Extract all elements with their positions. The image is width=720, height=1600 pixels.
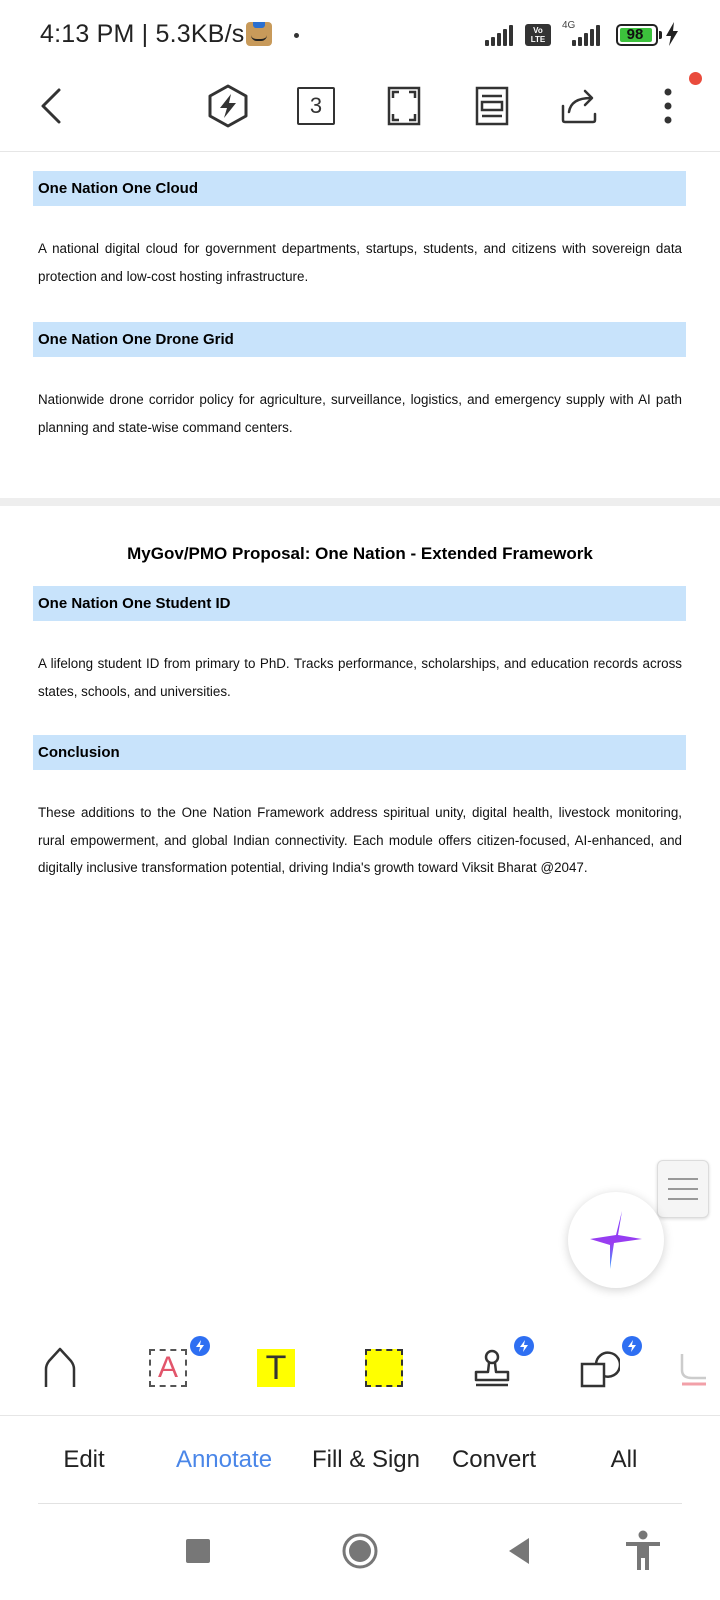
more-icon[interactable] — [642, 80, 694, 132]
page-count-button[interactable] — [290, 80, 342, 132]
text-box-tool[interactable] — [246, 1338, 306, 1398]
reader-view-icon[interactable] — [466, 80, 518, 132]
page-count: 3 — [297, 87, 335, 125]
stamp-tool[interactable] — [462, 1338, 522, 1398]
system-navigation-bar — [0, 1504, 720, 1600]
premium-badge-icon — [514, 1336, 534, 1356]
volte-icon: Vo LTE — [525, 24, 551, 46]
pdf-page — [0, 152, 720, 498]
ink-pen-icon[interactable] — [30, 1338, 90, 1398]
tab-edit[interactable]: Edit — [63, 1446, 105, 1473]
section-heading: One Nation One Drone Grid — [33, 322, 686, 357]
status-time: 4:13 PM | 5.3KB/s — [40, 20, 245, 48]
stamp-icon — [472, 1348, 512, 1388]
side-panel-handle[interactable] — [657, 1160, 709, 1218]
section-body: Nationwide drone corridor policy for agriculture, surveillance, logistics, and emergency supply with AI path planning and state-wise command centers. — [38, 392, 682, 435]
section-heading: Conclusion — [33, 735, 686, 770]
premium-badge-icon — [622, 1336, 642, 1356]
section-body: A lifelong student ID from primary to PhD. Tracks performance, scholarships, and education records across states, schools, and universities. — [38, 656, 682, 699]
back-nav-icon[interactable] — [494, 1526, 544, 1576]
section-heading: One Nation One Student ID — [33, 586, 686, 621]
battery-level: 98 — [626, 26, 644, 43]
tab-all[interactable]: All — [610, 1446, 638, 1473]
tab-annotate[interactable]: Annotate — [175, 1446, 273, 1473]
mode-tabs — [38, 1416, 682, 1504]
network-type: 4G — [562, 20, 576, 31]
section-heading: One Nation One Cloud — [33, 171, 686, 206]
ai-sparkle-icon — [588, 1209, 644, 1271]
pdf-page — [0, 506, 720, 1306]
text-box-letter: T — [257, 1349, 295, 1387]
pdf-document[interactable] — [0, 152, 720, 1306]
shapes-icon — [580, 1348, 620, 1388]
charging-icon — [665, 22, 679, 46]
premium-badge-icon — [190, 1336, 210, 1356]
ai-assistant-button[interactable] — [568, 1192, 664, 1288]
home-icon[interactable] — [335, 1526, 385, 1576]
section-body: These additions to the One Nation Framework address spiritual unity, digital health, livestock monitoring, rural empowerment, and global Indian connectivity. Each module offers citizen-focused, AI-enhanced, and digitally inclusive transformation potential, driving India's growth toward Viksit Bharat @2047. — [38, 805, 682, 875]
tab-fill-sign[interactable]: Fill & Sign — [311, 1446, 421, 1473]
accessibility-icon[interactable] — [618, 1526, 668, 1576]
more-notifications-dot — [294, 33, 299, 38]
text-annotation-letter: A — [149, 1349, 187, 1387]
battery-icon — [616, 24, 658, 46]
signal-strength-2-icon — [562, 24, 606, 46]
annotate-tools — [0, 1324, 720, 1416]
page-separator — [0, 498, 720, 506]
section-body: A national digital cloud for government departments, startups, students, and citizens with sovereign data protection and low-cost hosting infrastructure. — [38, 241, 682, 284]
shapes-tool[interactable] — [570, 1338, 630, 1398]
status-bar — [0, 0, 720, 70]
share-icon[interactable] — [554, 80, 606, 132]
amazon-notification-icon — [246, 22, 272, 46]
tab-convert[interactable]: Convert — [451, 1446, 537, 1473]
fullscreen-icon[interactable] — [378, 80, 430, 132]
signal-strength-icon — [485, 24, 517, 46]
document-title: MyGov/PMO Proposal: One Nation - Extended Framework — [127, 544, 593, 563]
underline-icon[interactable] — [676, 1338, 720, 1398]
back-icon[interactable] — [26, 80, 78, 132]
recent-apps-icon[interactable] — [173, 1526, 223, 1576]
lightning-hexagon-icon[interactable] — [202, 80, 254, 132]
top-toolbar — [0, 70, 720, 152]
text-annotation-tool[interactable] — [138, 1338, 198, 1398]
notification-dot — [689, 72, 702, 85]
highlight-area-icon[interactable] — [354, 1338, 414, 1398]
